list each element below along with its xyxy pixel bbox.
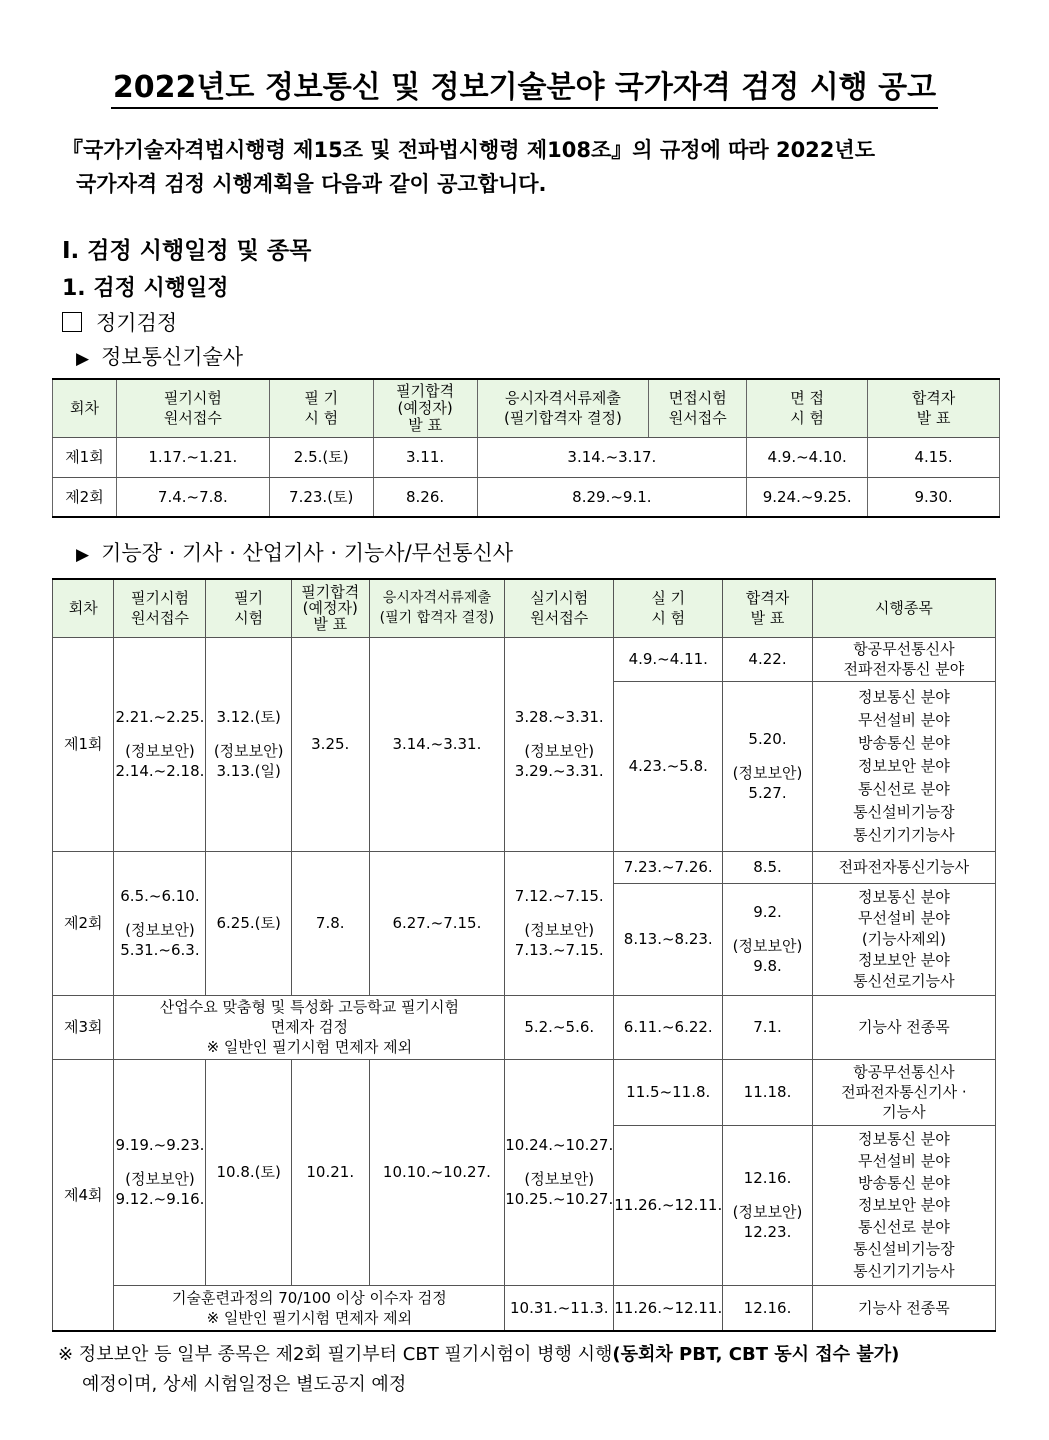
cell: 9.2. (정보보안) 9.8. bbox=[723, 883, 813, 995]
category-heading-1: ▶ 정보통신기술사 bbox=[76, 345, 244, 369]
cell: 7.8. bbox=[291, 851, 369, 995]
table-header-row bbox=[53, 379, 1000, 437]
intro-line-1: 『국가기술자격법시행령 제15조 및 전파법시행령 제108조』의 규정에 따라 2022년도 bbox=[62, 138, 875, 162]
header-cell: 면 접 시 험 bbox=[747, 379, 868, 437]
round-cell: 제3회 bbox=[53, 995, 114, 1059]
cell: 2.21.~2.25. (정보보안) 2.14.~2.18. bbox=[114, 637, 206, 851]
cell: 3.28.~3.31. (정보보안) 3.29.~3.31. bbox=[505, 637, 614, 851]
cell: 7.23.~7.26. bbox=[614, 851, 723, 883]
footnote bbox=[58, 1340, 1008, 1400]
subsection-heading: 1. 검정 시행일정 bbox=[62, 276, 229, 301]
cell: 7.23.(토) bbox=[269, 477, 373, 517]
cell: 기능사 전종목 bbox=[812, 1285, 995, 1331]
table-row bbox=[53, 477, 1000, 517]
category-heading-2: ▶ 기능장 · 기사 · 산업기사 · 기능사/무선통신사 bbox=[76, 541, 514, 565]
header-cell: 필기합격 (예정자) 발 표 bbox=[291, 579, 369, 637]
cell: 정보통신 분야 무선설비 분야 방송통신 분야 정보보안 분야 통신선로 분야 통신설비기능장 통신기기기능사 bbox=[812, 1125, 995, 1285]
table-row bbox=[53, 1059, 996, 1125]
round-cell: 제4회 bbox=[53, 1059, 114, 1331]
round-cell: 제1회 bbox=[53, 637, 114, 851]
triangle-right-icon: ▶ bbox=[76, 545, 90, 565]
table-row bbox=[53, 1285, 996, 1331]
cell: 2.5.(토) bbox=[269, 437, 373, 477]
header-cell: 필기시험 원서접수 bbox=[116, 379, 269, 437]
header-cell: 필 기 시 험 bbox=[269, 379, 373, 437]
cell: 기술훈련과정의 70/100 이상 이수자 검정 ※ 일반인 필기시험 면제자 제외 bbox=[114, 1285, 505, 1331]
cell: 9.19.~9.23. (정보보안) 9.12.~9.16. bbox=[114, 1059, 206, 1285]
schedule-table-2 bbox=[52, 578, 996, 1332]
cell: 10.31.~11.3. bbox=[505, 1285, 614, 1331]
cell: 정보통신 분야 무선설비 분야 방송통신 분야 정보보안 분야 통신선로 분야 통신설비기능장 통신기기기능사 bbox=[812, 681, 995, 851]
cell: 10.10.~10.27. bbox=[369, 1059, 505, 1285]
cell: 8.13.~8.23. bbox=[614, 883, 723, 995]
cell: 4.9.~4.11. bbox=[614, 637, 723, 681]
header-cell: 회차 bbox=[53, 579, 114, 637]
header-cell: 응시자격서류제출 (필기합격자 결정) bbox=[477, 379, 649, 437]
cell: 항공무선통신사 전파전자통신 분야 bbox=[812, 637, 995, 681]
cell: 전파전자통신기능사 bbox=[812, 851, 995, 883]
header-cell: 필기 시험 bbox=[206, 579, 291, 637]
cell: 4.23.~5.8. bbox=[614, 681, 723, 851]
cell: 8.29.~9.1. bbox=[477, 477, 747, 517]
cell: 5.20. (정보보안) 5.27. bbox=[723, 681, 813, 851]
cell: 12.16. bbox=[723, 1285, 813, 1331]
cell: 11.5~11.8. bbox=[614, 1059, 723, 1125]
footnote-line-1: ※ 정보보안 등 일부 종목은 제2회 필기부터 CBT 필기시험이 병행 시행(동회차 PBT, CBT 동시 접수 불가) bbox=[58, 1344, 900, 1365]
cell: 7.4.~7.8. bbox=[116, 477, 269, 517]
cell: 12.16. (정보보안) 12.23. bbox=[723, 1125, 813, 1285]
schedule-table-1 bbox=[52, 378, 1000, 518]
cell: 10.21. bbox=[291, 1059, 369, 1285]
cell: 3.25. bbox=[291, 637, 369, 851]
section-heading: Ⅰ. 검정 시행일정 및 종목 bbox=[62, 238, 312, 264]
cell: 6.25.(토) bbox=[206, 851, 291, 995]
cell: 정보통신 분야 무선설비 분야 (기능사제외) 정보보안 분야 통신선로기능사 bbox=[812, 883, 995, 995]
cell: 5.2.~5.6. bbox=[505, 995, 614, 1059]
table-row bbox=[53, 637, 996, 681]
cell: 11.26.~12.11. bbox=[614, 1125, 723, 1285]
cell: 10.8.(토) bbox=[206, 1059, 291, 1285]
round-cell: 제2회 bbox=[53, 477, 117, 517]
header-cell: 필기시험 원서접수 bbox=[114, 579, 206, 637]
cell: 3.12.(토) (정보보안) 3.13.(일) bbox=[206, 637, 291, 851]
header-cell: 회차 bbox=[53, 379, 117, 437]
footnote-line-2: 예정이며, 상세 시험일정은 별도공지 예정 bbox=[82, 1374, 407, 1395]
cell: 3.11. bbox=[373, 437, 477, 477]
triangle-right-icon: ▶ bbox=[76, 349, 90, 369]
cell: 11.18. bbox=[723, 1059, 813, 1125]
round-cell: 제1회 bbox=[53, 437, 117, 477]
cell: 3.14.~3.17. bbox=[477, 437, 747, 477]
cell: 11.26.~12.11. bbox=[614, 1285, 723, 1331]
intro-line-2: 국가자격 검정 시행계획을 다음과 같이 공고합니다. bbox=[76, 172, 547, 196]
cell: 8.26. bbox=[373, 477, 477, 517]
cell: 6.27.~7.15. bbox=[369, 851, 505, 995]
header-cell: 실 기 시 험 bbox=[614, 579, 723, 637]
checkbox-icon bbox=[62, 312, 82, 332]
cell: 3.14.~3.31. bbox=[369, 637, 505, 851]
header-cell: 합격자 발 표 bbox=[868, 379, 1000, 437]
cell: 6.5.~6.10. (정보보안) 5.31.~6.3. bbox=[114, 851, 206, 995]
table-row bbox=[53, 851, 996, 883]
table-header-row bbox=[53, 579, 996, 637]
cell: 4.15. bbox=[868, 437, 1000, 477]
header-cell: 시행종목 bbox=[812, 579, 995, 637]
intro-text bbox=[62, 133, 1012, 201]
header-cell: 실기시험 원서접수 bbox=[505, 579, 614, 637]
cell: 4.22. bbox=[723, 637, 813, 681]
header-cell: 면접시험 원서접수 bbox=[649, 379, 747, 437]
header-cell: 응시자격서류제출 (필기 합격자 결정) bbox=[369, 579, 505, 637]
cell: 1.17.~1.21. bbox=[116, 437, 269, 477]
header-cell: 합격자 발 표 bbox=[723, 579, 813, 637]
cell: 8.5. bbox=[723, 851, 813, 883]
cell: 기능사 전종목 bbox=[812, 995, 995, 1059]
cell: 10.24.~10.27. (정보보안) 10.25.~10.27. bbox=[505, 1059, 614, 1285]
header-cell: 필기합격 (예정자) 발 표 bbox=[373, 379, 477, 437]
cell: 7.12.~7.15. (정보보안) 7.13.~7.15. bbox=[505, 851, 614, 995]
table-row bbox=[53, 437, 1000, 477]
page-title: 2022년도 정보통신 및 정보기술분야 국가자격 검정 시행 공고 bbox=[0, 62, 1049, 106]
cell: 항공무선통신사 전파전자통신기사 · 기능사 bbox=[812, 1059, 995, 1125]
regular-exam-heading: 정기검정 bbox=[62, 307, 177, 337]
cell: 6.11.~6.22. bbox=[614, 995, 723, 1059]
cell: 4.9.~4.10. bbox=[747, 437, 868, 477]
cell: 산업수요 맞춤형 및 특성화 고등학교 필기시험 면제자 검정 ※ 일반인 필기시험 면제자 제외 bbox=[114, 995, 505, 1059]
cell: 9.30. bbox=[868, 477, 1000, 517]
cell: 7.1. bbox=[723, 995, 813, 1059]
table-row bbox=[53, 995, 996, 1059]
round-cell: 제2회 bbox=[53, 851, 114, 995]
cell: 9.24.~9.25. bbox=[747, 477, 868, 517]
